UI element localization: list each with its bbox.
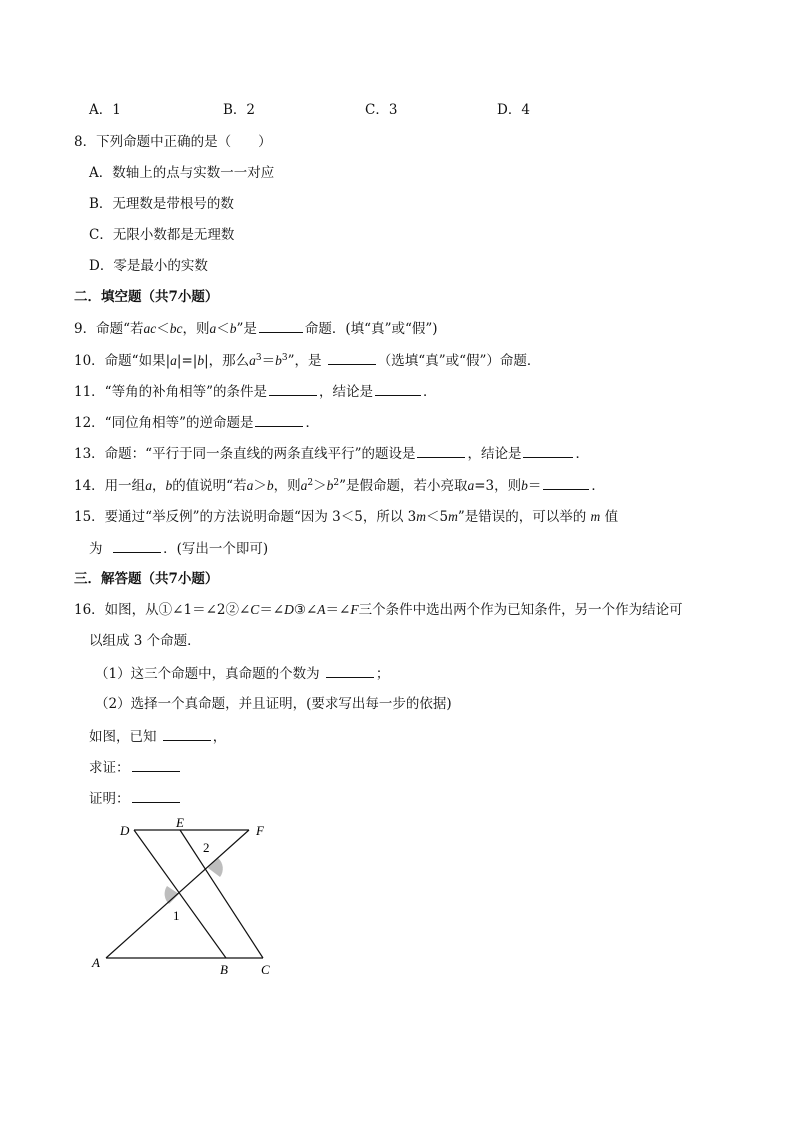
q14-blank[interactable] <box>543 476 589 490</box>
q7-option-a: A．1 <box>89 102 121 118</box>
q16-proof: 证明： <box>89 789 182 808</box>
label-B: B <box>220 962 228 977</box>
q16-line2: 以组成 3 个命题． <box>89 633 201 649</box>
q11-blank-conclusion[interactable] <box>375 382 421 396</box>
q16-line1: 16．如图，从①∠1＝∠2②∠C＝∠D③∠A＝∠F三个条件中选出两个作为已知条件，另一个作为结论可 <box>74 602 683 618</box>
q13-blank-hypothesis[interactable] <box>417 444 465 458</box>
q9: 9．命题“若ac＜bc，则a＜b”是 命题．(填“真”或“假”) <box>74 321 438 337</box>
q10-blank[interactable] <box>328 351 376 365</box>
q8-option-c: C．无限小数都是无理数 <box>89 227 235 243</box>
q16-blank-given[interactable] <box>163 727 211 741</box>
section-fill-in-heading: 二．填空题（共7小题） <box>74 289 219 305</box>
q16-prove: 求证： <box>89 758 182 777</box>
segment-DB <box>134 830 226 958</box>
q13: 13．命题：“平行于同一条直线的两条直线平行”的题设是 ，结论是 ． <box>74 446 589 462</box>
label-angle-2: 2 <box>203 840 210 855</box>
q16-sub2: （2）选择一个真命题，并且证明，(要求写出每一步的依据) <box>95 696 452 712</box>
q15-blank[interactable] <box>113 539 161 553</box>
q10: 10．命题“如果|a|=|b|，那么$a^3=b^3$”，是 （选填“真”或“假”）命题． <box>74 353 541 369</box>
q11-blank-condition[interactable] <box>269 382 317 396</box>
q13-blank-conclusion[interactable] <box>523 444 573 458</box>
q15-line1: 15．要通过“举反例”的方法说明命题“因为 3＜5，所以 3m＜5m”是错误的，可以举的 m 值 <box>74 509 619 525</box>
segment-EC <box>180 830 263 958</box>
q8-option-a: A．数轴上的点与实数一一对应 <box>89 165 275 181</box>
label-E: E <box>176 815 184 830</box>
q16-geometry-figure <box>80 815 300 980</box>
q14: 14．用一组a，b的值说明“若a＞b，则$a^2>b^2$”是假命题，若小亮取a=3，则b＝ ． <box>74 478 605 494</box>
q16-sub1: （1）这三个命题中，真命题的个数为 ； <box>95 666 390 682</box>
q7-option-b: B．2 <box>223 102 256 118</box>
q8-option-d: D．零是最小的实数 <box>89 258 208 274</box>
q16-blank-proof[interactable] <box>132 789 180 803</box>
q8-stem: 8．下列命题中正确的是（ ） <box>74 134 272 150</box>
q15-line2: 为 ．(写出一个即可) <box>89 541 269 557</box>
section-answer-heading: 三．解答题（共7小题） <box>74 571 219 587</box>
q7-option-d: D．4 <box>497 102 530 118</box>
label-C: C <box>261 962 270 977</box>
label-D: D <box>120 823 130 838</box>
q12: 12．“同位角相等”的逆命题是 ． <box>74 415 319 431</box>
q12-blank[interactable] <box>255 413 303 427</box>
label-angle-1: 1 <box>173 908 180 923</box>
q16-blank-count[interactable] <box>326 664 374 678</box>
q7-option-c: C．3 <box>365 102 398 118</box>
q8-option-b: B．无理数是带根号的数 <box>89 196 234 212</box>
label-F: F <box>256 823 264 838</box>
q16-blank-prove[interactable] <box>132 758 180 772</box>
q11: 11．“等角的补角相等”的条件是 ，结论是 ． <box>74 384 437 400</box>
segment-AF <box>106 830 249 958</box>
label-A: A <box>92 955 100 970</box>
q16-given: 如图，已知 ， <box>89 729 227 745</box>
q9-blank[interactable] <box>259 319 303 333</box>
